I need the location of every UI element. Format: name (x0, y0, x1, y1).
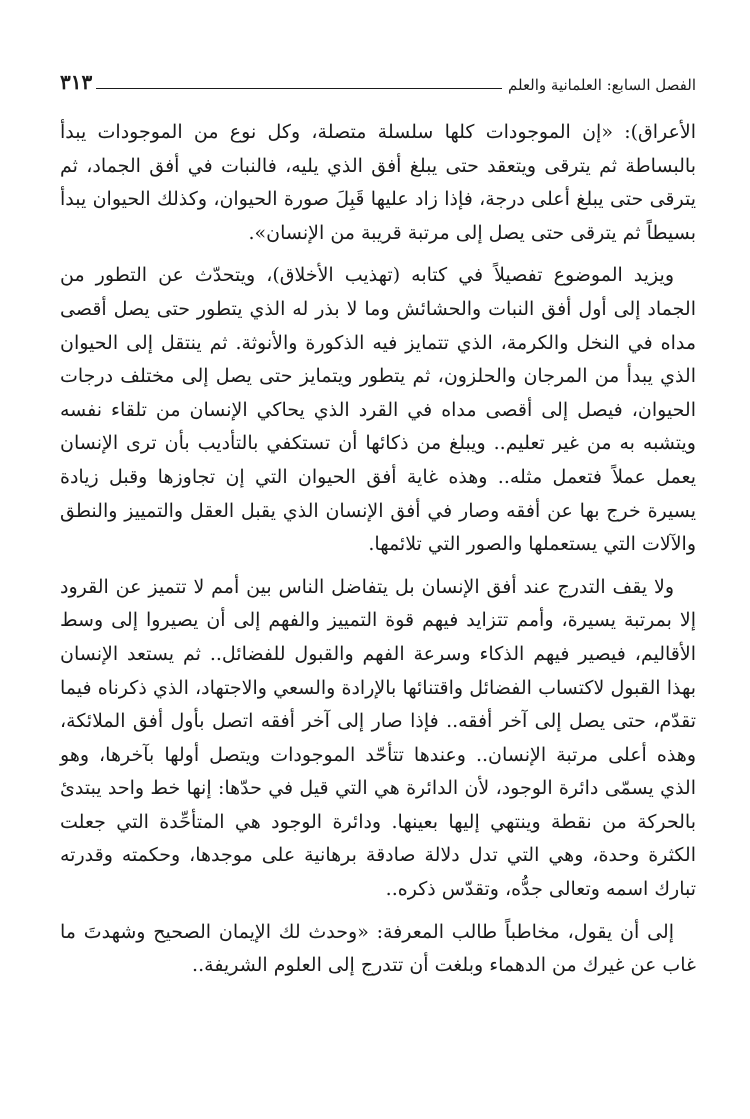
paragraph-address: إلى أن يقول، مخاطباً طالب المعرفة: «وحدث لك الإيمان الصحيح وشهدتَ ما غاب عن غيرك من الدهماء وبلغت أن تتدرج إلى العلوم الشريفة.. (60, 920, 696, 977)
page-number: ٣١٣ (60, 70, 93, 94)
paragraph-gradation: ولا يقف التدرج عند أفق الإنسان بل يتفاضل الناس بين أمم لا تتميز عن القرود إلا بمرتبة يسيرة، وأمم تتزايد فيهم قوة التمييز والفهم إلى أن يصيروا إلى وسط الأقاليم، فيصير فيهم الذكاء وسرعة الفهم والقبول للفضائل.. ثم يستعد الإنسان بهذا القبول لاكتساب الفضائل واقتنائها بالإرادة والسعي والاجتهاد، الذي ذكرناه فيما تقدّم، حتى يصل إلى آخر أفقه.. فإذا صار إلى آخر أفقه اتصل بأول أفق الملائكة، وهذه أعلى مرتبة الإنسان.. وعندها تتأحّد الموجودات ويتصل أولها بآخرها، وهو الذي يسمّى دائرة الوجود، لأن الدائرة هي التي قيل في حدّها: إنها خط واحد يبتدئ بالحركة من نقطة وينتهي إليها بعينها. ودائرة الوجود هي المتأحِّدة التي جعلت الكثرة وحدة، وهي التي تدل دلالة صادقة برهانية على موجدها، وحكمته وقدرته تبارك اسمه وتعالى جدُّه، وتقدّس ذكره.. (60, 575, 696, 901)
book-page (60, 0, 696, 1119)
running-header (60, 68, 696, 94)
main-text (60, 116, 696, 992)
chapter-title: الفصل السابع: العلمانية والعلم (508, 76, 696, 94)
header-rule (96, 88, 502, 89)
paragraph-quote-continuation: الأعراق): «إن الموجودات كلها سلسلة متصلة، وكل نوع من الموجودات يبدأ بالبساطة ثم يترقى ويتعقد حتى يبلغ أفق الذي يليه، فالنبات في أفق الجماد، ثم يترقى حتى يبلغ أعلى درجة، فإذا زاد عليها قَبِلَ صورة الحيوان، وكذلك الحيوان يبدأ بسيطاً ثم يترقى حتى يصل إلى مرتبة قريبة من الإنسان». (60, 121, 696, 244)
paragraph-tahdhib: ويزيد الموضوع تفصيلاً في كتابه (تهذيب الأخلاق)، ويتحدّث عن التطور من الجماد إلى أول أفق النبات والحشائش وما لا بذر له الذي يتطور حتى يصل أقصى مداه في النخل والكرمة، الذي تتمايز فيه الذكورة والأنوثة. ثم ينتقل إلى الحيوان الذي يبدأ من المرجان والحلزون، ثم يتطور ويتمايز حتى يصل إلى مختلف درجات الحيوان، فيصل إلى أقصى مداه في القرد الذي يحاكي الإنسان من تلقاء نفسه ويتشبه به من غير تعليم.. ويبلغ من ذكائها أن تستكفي بالتأديب بأن ترى الإنسان يعمل عملاً فتعمل مثله.. وهذه غاية أفق الحيوان التي إن تجاوزها وقبل زيادة يسيرة خرج بها عن أفقه وصار في أفق الإنسان الذي يقبل العقل والتمييز والنطق والآلات التي يستعملها والصور التي تلائمها. (60, 264, 696, 556)
